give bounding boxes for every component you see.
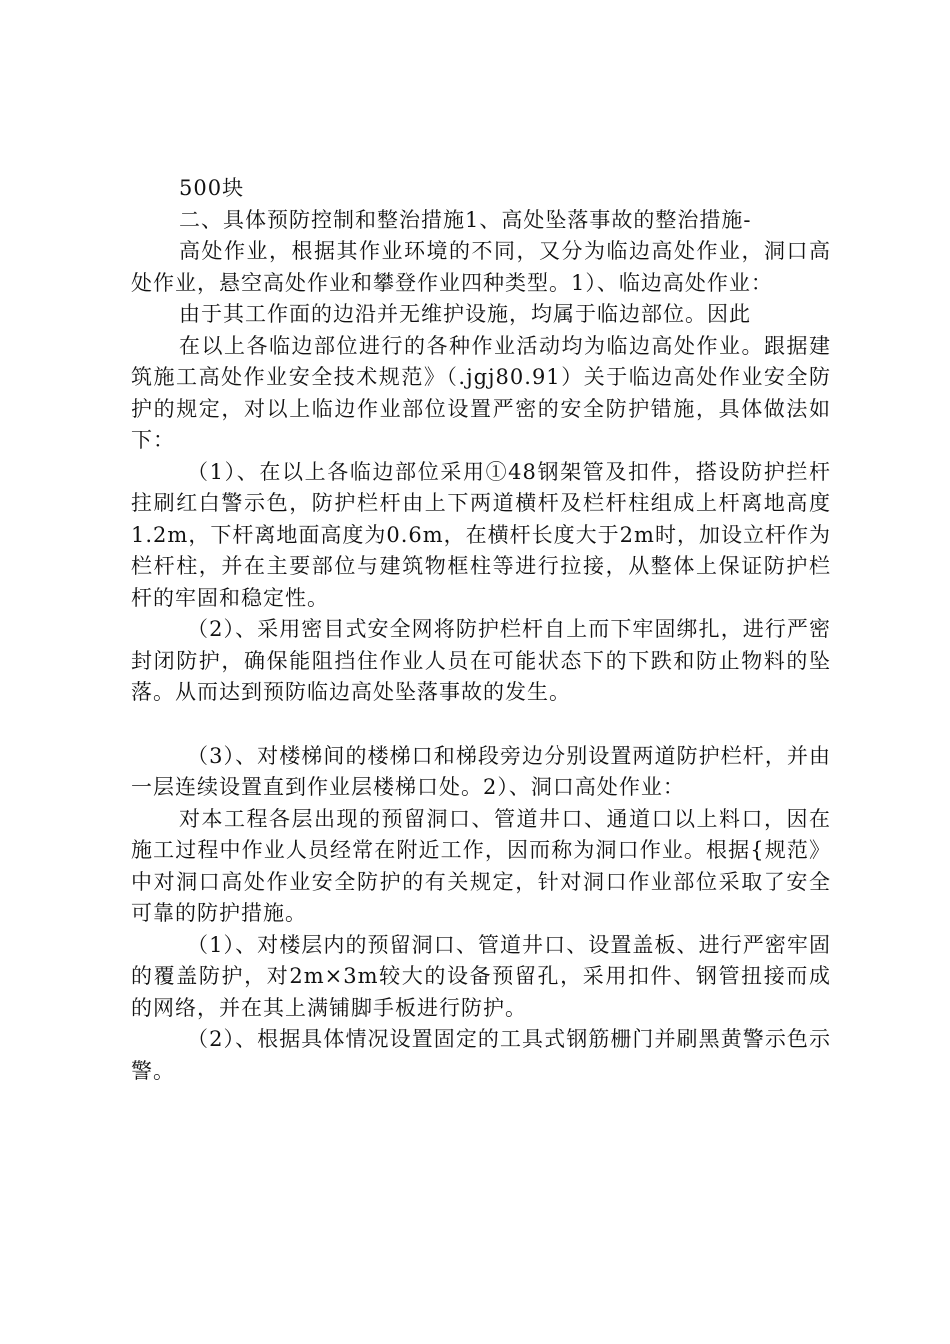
paragraph-edge-regulation: 在以上各临边部位进行的各种作业活动均为临边高处作业。跟据建筑施工高处作业安全技术规范》（.jgj80.91）关于临边高处作业安全防护的规定，对以上临边作业部位设置严密的安全防护错施，具体做法如下：: [131, 333, 831, 452]
paragraph-edge-measure-2: （2）、采用密目式安全网将防护栏杆自上而下牢固绑扎，进行严密封闭防护，确保能阻挡住作业人员在可能状态下的下跌和防止物料的坠落。从而达到预防临边高处坠落事故的发生。: [131, 617, 831, 704]
paragraph-opening-measure-2: （2）、根据具体情况设置固定的工具式钢筋栅门并刷黑黄警示色示警。: [131, 1027, 831, 1083]
paragraph-opening-definition: 对本工程各层出现的预留洞口、管道井口、通道口以上料口，因在施工过程中作业人员经常在附近工作，因而称为洞口作业。根据{规范》中对洞口高处作业安全防护的有关规定，针对洞口作业部位采取了安全可靠的防护措施。: [131, 806, 831, 925]
document-body: [131, 173, 831, 1087]
paragraph-quantity: 500块: [179, 176, 245, 200]
paragraph-edge-definition: 由于其工作面的边沿并无维护设施，均属于临边部位。因此: [179, 302, 751, 326]
paragraph-section-heading: 二、具体预防控制和整治措施1、高处坠落事故的整治措施-: [179, 207, 752, 232]
paragraph-edge-measure-1: （1）、在以上各临边部位采用①48钢架管及扣件，搭设防护拦杆拄刷红白警示色，防护栏杆由上下两道横杆及栏杆柱组成上杆离地高度1.2m，下杆离地面高度为0.6m，在横杆长度大于2m时，加设立杆作为栏杆柱，并在主要部位与建筑物框柱等进行拉接，从整体上保证防护栏杆的牢固和稳定性。: [131, 459, 831, 610]
paragraph-opening-measure-1: （1）、对楼层内的预留洞口、管道井口、设置盖板、进行严密牢固的覆盖防护，对2m×3m较大的设备预留孔，采用扣件、钢管扭接而成的网络，并在其上满铺脚手板进行防护。: [131, 932, 831, 1020]
paragraph-edge-measure-3: （3）、对楼梯间的楼梯口和梯段旁边分别设置两道防护栏杆，并由一层连续设置直到作业层楼梯口处。2）、洞口高处作业：: [131, 743, 831, 799]
paragraph-work-types: 高处作业，根据其作业环境的不同，又分为临边高处作业，洞口高处作业，悬空高处作业和攀登作业四种类型。1）、临边高处作业：: [131, 239, 831, 295]
